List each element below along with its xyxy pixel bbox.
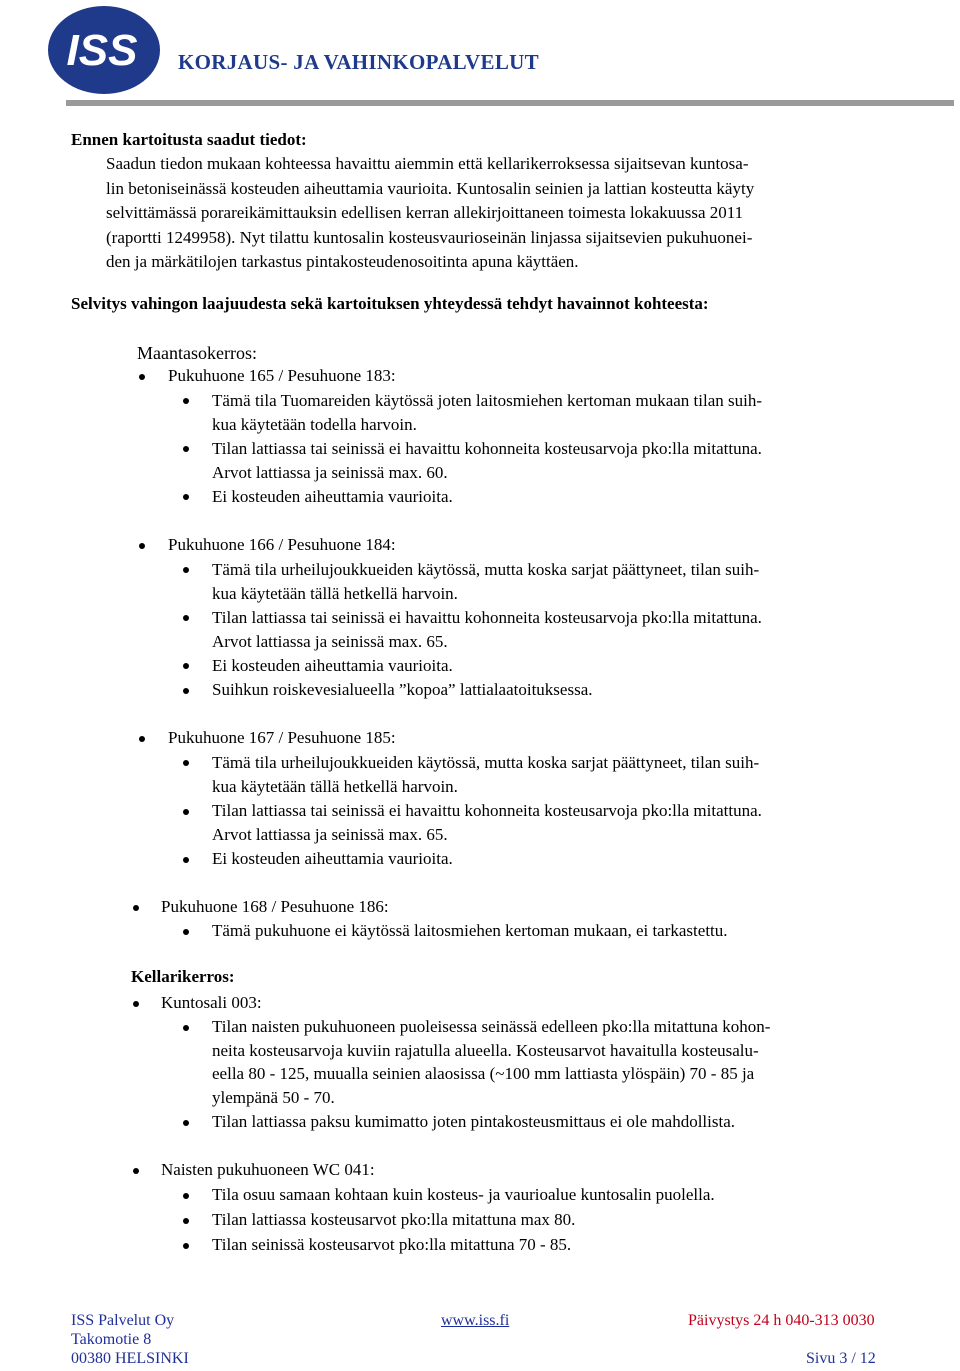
bullet-icon: [183, 398, 189, 404]
room-item-line: Tämä pukuhuone ei käytössä laitosmiehen kertoman mukaan, ei tarkastettu.: [212, 921, 728, 940]
footer-company: ISS Palvelut Oy: [71, 1312, 175, 1329]
room-item-line: Tilan naisten pukuhuoneen puoleisessa seinässä edelleen pko:lla mitattuna kohon-: [212, 1017, 771, 1036]
header-divider: [66, 100, 954, 106]
room-item-line: kua käytetään tällä hetkellä harvoin.: [212, 777, 458, 796]
footer-website-link[interactable]: www.iss.fi: [441, 1312, 510, 1329]
room-item-line: Arvot lattiassa ja seinissä max. 65.: [212, 632, 448, 651]
room-item-line: Tila osuu samaan kohtaan kuin kosteus- ja vaurioalue kuntosalin puolella.: [212, 1185, 715, 1204]
bullet-icon: [183, 446, 189, 452]
header-title: KORJAUS- JA VAHINKOPALVELUT: [178, 50, 539, 74]
bullet-icon: [183, 1120, 189, 1126]
room-item-line: neita kosteusarvoja kuviin rajatulla alueella. Kosteusarvot havaitulla kosteusalu-: [212, 1041, 759, 1060]
room-item-line: Tilan lattiassa tai seinissä ei havaittu kohonneita kosteusarvoja pko:lla mitattuna.: [212, 439, 762, 458]
bullet-icon: [133, 1168, 139, 1174]
room-item-line: kua käytetään tällä hetkellä harvoin.: [212, 584, 458, 603]
intro-heading: Ennen kartoitusta saadut tiedot:: [71, 130, 307, 149]
bullet-icon: [183, 567, 189, 573]
bullet-icon: [133, 905, 139, 911]
room-item-line: Ei kosteuden aiheuttamia vaurioita.: [212, 656, 453, 675]
bullet-icon: [139, 374, 145, 380]
bullet-icon: [183, 615, 189, 621]
room-item-line: Tämä tila urheilujoukkueiden käytössä, mutta koska sarjat päättyneet, tilan suih-: [212, 753, 760, 772]
bullet-icon: [183, 1218, 189, 1224]
room-title: Kuntosali 003:: [161, 993, 262, 1012]
room-item-line: Tilan lattiassa tai seinissä ei havaittu kohonneita kosteusarvoja pko:lla mitattuna.: [212, 801, 762, 820]
bullet-icon: [139, 736, 145, 742]
room-item-line: Tilan seinissä kosteusarvot pko:lla mitattuna 70 - 85.: [212, 1235, 572, 1254]
room-item-line: Ei kosteuden aiheuttamia vaurioita.: [212, 487, 453, 506]
bullet-icon: [183, 857, 189, 863]
room-item-line: Arvot lattiassa ja seinissä max. 65.: [212, 825, 448, 844]
iss-logo: [46, 4, 162, 96]
bullet-icon: [183, 663, 189, 669]
room-item-line: Suihkun roiskevesialueella ”kopoa” lattialaatoituksessa.: [212, 680, 593, 699]
room-item-line: kua käytetään todella harvoin.: [212, 415, 417, 434]
intro-paragraph: [106, 152, 754, 275]
footer-page-number: Sivu 3 / 12: [806, 1350, 876, 1367]
bullet-icon: [133, 1001, 139, 1007]
bullet-icon: [139, 543, 145, 549]
bullet-icon: [183, 760, 189, 766]
room-title: Pukuhuone 166 / Pesuhuone 184:: [168, 535, 396, 554]
footer-city: 00380 HELSINKI: [71, 1350, 189, 1367]
room-title: Pukuhuone 168 / Pesuhuone 186:: [161, 897, 389, 916]
footer-duty-phone: Päivystys 24 h 040-313 0030: [688, 1312, 875, 1329]
intro-line: Saadun tiedon mukaan kohteessa havaittu aiemmin että kellarikerroksessa sijaitsevan kuntosa-: [106, 154, 749, 173]
room-title: Naisten pukuhuoneen WC 041:: [161, 1160, 375, 1179]
bullet-icon: [183, 1243, 189, 1249]
bullet-icon: [183, 1025, 189, 1031]
room-title: Pukuhuone 165 / Pesuhuone 183:: [168, 366, 396, 385]
room-item-line: ylempänä 50 - 70.: [212, 1088, 335, 1107]
room-item-line: Tämä tila urheilujoukkueiden käytössä, mutta koska sarjat päättyneet, tilan suih-: [212, 560, 760, 579]
survey-heading: Selvitys vahingon laajuudesta sekä kartoituksen yhteydessä tehdyt havainnot kohteesta:: [71, 294, 709, 313]
room-item-line: eella 80 - 125, muualla seinien alaosissa (~100 mm lattiasta ylöspäin) 70 - 85 ja: [212, 1064, 755, 1083]
room-item-line: Tilan lattiassa kosteusarvot pko:lla mitattuna max 80.: [212, 1210, 576, 1229]
room-item-line: Tilan lattiassa tai seinissä ei havaittu kohonneita kosteusarvoja pko:lla mitattuna.: [212, 608, 762, 627]
room-item-line: Ei kosteuden aiheuttamia vaurioita.: [212, 849, 453, 868]
logo-text: ISS: [66, 26, 138, 75]
room-item-line: Arvot lattiassa ja seinissä max. 60.: [212, 463, 448, 482]
bullet-icon: [183, 688, 189, 694]
intro-line: (raportti 1249958). Nyt tilattu kuntosalin kosteusvaurioseinän linjassa sijaitsevien pukuhuonei-: [106, 227, 753, 247]
bullet-icon: [183, 494, 189, 500]
room-item-line: Tämä tila Tuomareiden käytössä joten laitosmiehen kertoman mukaan tilan suih-: [212, 391, 763, 410]
bullet-icon: [183, 929, 189, 935]
room-title: Pukuhuone 167 / Pesuhuone 185:: [168, 728, 396, 747]
room-item-line: Tilan lattiassa paksu kumimatto joten pintakosteusmittaus ei ole mahdollista.: [212, 1112, 736, 1131]
bullet-icon: [183, 809, 189, 815]
ground-floor-heading: Maantasokerros:: [137, 343, 257, 363]
bullet-icon: [183, 1193, 189, 1199]
intro-line: den ja märkätilojen tarkastus pintakosteudenosoitinta apuna käyttäen.: [106, 252, 579, 271]
intro-line: lin betoniseinässä kosteuden aiheuttamia vaurioita. Kuntosalin seinien ja lattian kosteutta käyty: [106, 178, 755, 198]
basement-heading: Kellarikerros:: [131, 967, 235, 986]
intro-line: selvittämässä porareikämittauksin edellisen kerran allekirjoittaneen toimesta lokakuussa 2011: [106, 203, 744, 222]
footer-street: Takomotie 8: [71, 1331, 152, 1348]
